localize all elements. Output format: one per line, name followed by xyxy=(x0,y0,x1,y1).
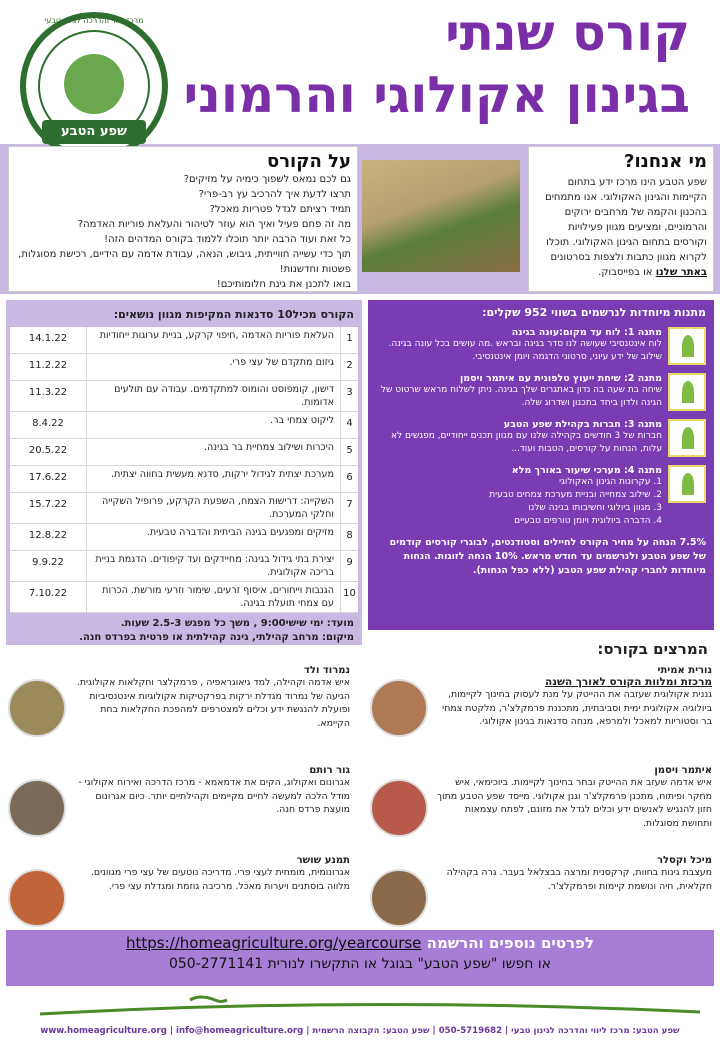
avatar xyxy=(8,779,66,837)
schedule-row xyxy=(10,524,358,551)
avatar xyxy=(370,779,428,837)
schedule-row xyxy=(10,439,358,466)
sprout-icon xyxy=(668,373,706,411)
sprout-icon xyxy=(668,465,706,503)
schedule-row xyxy=(10,381,358,412)
cta-box: לפרטים נוספים והרשמה https://homeagriculture.org/yearcourse או חפשו "שפע הטבע" בגוגל או התקשרו לנורית 050-2771141 xyxy=(6,930,714,986)
avatar xyxy=(370,679,428,737)
gifts-title: מתנות מיוחדות לנרשמים בשווי 952 שקלים: xyxy=(482,306,706,319)
row-topic: מזיקים ומפגעים בגינה הביתית והדברה טבעית. xyxy=(86,524,340,550)
instructor-desc: איש אדמה וקהילה, למד גיאוגראפיה , פרמקלצר וחקלאות אקולוגית. הגיעה של נמרוד מגדלת ירקות בפרקטיקות אקולוגיות אינטנסיביות ופועלת להנגשת ידע וכלים למצטרפים למהפכת החקלאות בחת הקיימא. xyxy=(76,677,350,729)
row-date: 14.1.22 xyxy=(28,333,68,344)
instructor-card xyxy=(370,765,712,837)
logo-name: שפע הטבע xyxy=(42,120,146,144)
row-date: 15.7.22 xyxy=(28,499,68,510)
gardener-icon xyxy=(64,54,124,114)
instructor-name: איתמר ויסמן xyxy=(654,765,712,776)
gift-item: מתנה 2: שיחת ייעוץ טלפונית עם איתמר ויסמן שיחה בת שעה בה נדון באתגרים שלך בגינה. ניתן לשלוח מראש שרטוט של הגינה ולדון ביחד בתכנון ושדרוג שלה. xyxy=(376,373,706,411)
row-number: 8 xyxy=(340,524,358,550)
about-course-title: על הקורס xyxy=(266,151,351,172)
logo xyxy=(20,12,168,160)
row-date: 7.10.22 xyxy=(28,588,68,599)
row-number: 4 xyxy=(340,412,358,438)
instructor-card xyxy=(370,665,712,737)
gifts-panel xyxy=(368,300,714,630)
schedule-row xyxy=(10,551,358,582)
instructors-title: המרצים בקורס: xyxy=(597,640,708,658)
schedule-row xyxy=(10,493,358,524)
schedule-row xyxy=(10,466,358,493)
instructor-card xyxy=(8,765,350,837)
about-us-title: מי אנחנו? xyxy=(624,151,707,172)
instructor-desc: גננית אקולוגית שעזבה את ההייטק על מנת לעסוק בחינוך לקיימות, ביולוגיה אקולוגית ימית וסביבתית, מתכננת פרמקלצ'ר, מלקטת צמחי בר וסטוריות למאכל ולמרפא, מנחה סדנאות בגינון אקולוגי. xyxy=(442,689,712,727)
sprout-icon xyxy=(668,419,706,457)
about-course-text: גם לכם נמאס לשפוך כימיה על מזיקים? תרצו לדעת איך להרכיב עץ רב-פרי? תמיד רציתם לגדל פטריות מאכל? מה זה פחם פעיל ואיך הוא עוזר לטיהור והעלאת פוריות האדמה? כל זאת ועוד הרבה יותר תוכלו ללמוד בקורס המדהים הזה! תוך כדי עשייה חווייתית, גיבוש, הנאה, עבודת אדמה עם הידיים, רכישת מסוגלות, פשטות וחדשנות! בואו לתכנן את גינת חלומותיכם! xyxy=(18,174,351,290)
row-number: 7 xyxy=(340,493,358,523)
row-number: 6 xyxy=(340,466,358,492)
instructor-desc: אגרונומית, מומחית לעצי פרי. מדריכה נוטעים של עצי פרי מגוונים. מלווה בוסתנים ויערות מאכל. מרכיבה גוזמת ומגדלת עצי פרי. xyxy=(90,867,350,892)
instructor-desc: אגרונום ואקולוג, הקים את אדמאמא - מרכז הדרכה ואירוח אקולוגי - מודל הלכה למעשה לחיים מקיימים וקהילתיים יותר. כיום אגרונום מועצת פרדס חנה. xyxy=(78,777,350,815)
instructor-name: גור רותם xyxy=(309,765,350,776)
row-number: 5 xyxy=(340,439,358,465)
row-date: 11.3.22 xyxy=(28,387,68,398)
row-number: 10 xyxy=(340,582,358,612)
instructor-card xyxy=(8,855,350,927)
schedule-panel xyxy=(6,300,362,645)
row-number: 2 xyxy=(340,354,358,380)
row-date: 11.2.22 xyxy=(28,360,68,371)
row-topic: השקייה: דרישות הצמח, השפעת הקרקע, פרופיל השקייה וחלקי המערכת. xyxy=(86,493,340,523)
row-topic: הגנבות וייחורים, איסוף זרעים, שימור וזרעי מורשת. הכרות עם צמחי תועלת בגינה. xyxy=(86,582,340,612)
footer-text: שפע הטבע: מרכז ליווי והדרכה לגינון טבעי | 050-5719682 | שפע הטבע: הקבוצה הרשמית | www.homeagriculture.org | info@homeagriculture.org xyxy=(40,1026,680,1036)
schedule-title: הקורס מכיל10 סדנאות המקיפות מגוון נושאים: xyxy=(113,308,354,321)
instructor-desc: איש אדמה שעזב את ההייטק ובחר בחינוך לקיימות. ביוכימאי, איש מחקר ופיתוח, מתכנן פרמקלצ'ר וגנן אקולוגי. מייסד שפע הטבע מתוך חזון להנגיש לאנשים ידע וכלים לגדל את מזונם, לפתח עצמאות ותחושת מסוגלות. xyxy=(436,777,712,829)
row-date: 9.9.22 xyxy=(32,557,64,568)
instructor-desc: מעצבת גינות בחוות, קרקסנית ומרצה בבצלאל בעבר. גרה בקהילה חקלאית, חיה ונושמת קיימות ופרמקלצ'ר. xyxy=(446,867,712,892)
row-topic: יצירת בתי גידול בגינה: מחיידקים ועד קיפודים. הדגמת בניית בריכה אקולוגית. xyxy=(86,551,340,581)
schedule-row xyxy=(10,412,358,439)
instructor-card xyxy=(8,665,350,737)
gift-head: מתנה 2: שיחת ייעוץ טלפונית עם איתמר ויסמן xyxy=(460,373,662,384)
row-topic: גיזום מתקדם של עצי פרי. xyxy=(86,354,340,380)
row-topic: העלאת פוריות האדמה ,חיפוי קרקע, בניית ערוגות ייחודיות xyxy=(86,327,340,353)
gift-item: מתנה 4: מערכי שיעור באורך מלא 1. עקרונות הגינון האקולוגי 2. שילוב צמחייה ובניית מערכת צמחים טבעית 3. מגוון ביולוגי וחשיבותו בגינה שלנו 4. הדברה ביולוגית ויומן טורפים טבעיים xyxy=(376,465,706,528)
registration-link[interactable]: https://homeagriculture.org/yearcourse xyxy=(126,934,422,952)
schedule-row xyxy=(10,327,358,354)
discount-text: 7.5% הנחה על מחיר הקורס לחיילים וסטודנטים, לבוגרי קורסים קודמים של שפע הטבע ולנרשמים עד חודש מראש. 10% הנחה לזוגות. הנחות מיוחדות לחברי קהילת שפע הטבע (ללא כפל הנחות). xyxy=(389,537,706,576)
title-line-2: בגינון אקולוגי והרמוני xyxy=(183,66,690,124)
schedule-time: מועד: ימי שישי9:00 , משך כל מפגש 2.5-3 שעות. xyxy=(120,618,354,629)
schedule-row xyxy=(10,354,358,381)
about-course-box xyxy=(8,146,358,292)
gift-item: מתנה 3: חברות בקהילת שפע הטבע חברות של 3 חודשים בקהילה שלנו עם מגוון תכנים ייחודיים, מפגשים לא עלות, הנחות על קורסים, הטבות ועוד... xyxy=(376,419,706,457)
lizard-icon xyxy=(190,997,227,1002)
row-date: 20.5.22 xyxy=(28,445,68,456)
row-topic: היכרות ושילוב צמחיית בר בגינה. xyxy=(86,439,340,465)
row-topic: ליקוט צמחי בר. xyxy=(86,412,340,438)
instructor-name: נמרוד ולד xyxy=(304,665,350,676)
lizard-divider xyxy=(0,990,720,1020)
row-date: 17.6.22 xyxy=(28,472,68,483)
gift-item: מתנה 1: לוח עד מקום:עונה בגינה לוח אינטנסיבי שעושה לנו סדר בגינה ובראש .מה עושים בכל עונה בגינה. שילוב של ידע עיוני, סרטוני הדגמה ויומן אינטנסיבי. xyxy=(376,327,706,365)
title-line-1: קורס שנתי xyxy=(445,4,690,62)
about-us-box: מי אנחנו? שפע הטבע הינו מרכז ידע בתחום הקיימות והגינון האקולוגי. אנו מתמחים בהכנון והקמה של מרחבים ירוקים והרמוניים, ומציעים מגוון פעילויות וקורסים בתחום הגינון האקולוגי. תוכלו לקרוא מגוון כתבות ולצפות בסרטונים באתר שלנו או בפייסבוק. xyxy=(528,146,714,292)
row-topic: דישון, קומפוסט והומוס למתקדמים. עבודה עם תולעים אדומות. xyxy=(86,381,340,411)
schedule-table xyxy=(10,327,358,613)
site-link[interactable]: באתר שלנו xyxy=(655,267,707,278)
garden-photo xyxy=(362,160,520,272)
instructor-role: מרכזת ומלוות הקורס לאורך השנה xyxy=(545,676,712,688)
instructor-name: תמנע שושר xyxy=(296,855,350,866)
instructor-name: נורית אמיתי xyxy=(657,665,712,676)
avatar xyxy=(8,679,66,737)
gift-head: מתנה 4: מערכי שיעור באורך מלא xyxy=(511,465,662,476)
gift-head: מתנה 1: לוח עד מקום:עונה בגינה xyxy=(511,327,662,338)
avatar xyxy=(370,869,428,927)
instructor-name: מיכל וקסלר xyxy=(656,855,712,866)
instructor-card xyxy=(370,855,712,927)
row-number: 1 xyxy=(340,327,358,353)
cta-line-2: או חפשו "שפע הטבע" בגוגל או התקשרו לנורית 050-2771141 xyxy=(168,956,551,972)
row-number: 9 xyxy=(340,551,358,581)
gift-head: מתנה 3: חברות בקהילת שפע הטבע xyxy=(503,419,662,430)
row-topic: מערכת יצתית לגידול ירקות, סדנא מעשית בחווה יצתית. xyxy=(86,466,340,492)
row-date: 12.8.22 xyxy=(28,530,68,541)
schedule-row xyxy=(10,582,358,613)
schedule-place: מיקום: מרחב קהילתי, גינה קהילתית או פרטית בפרדס חנה. xyxy=(79,632,354,643)
avatar xyxy=(8,869,66,927)
sprout-icon xyxy=(668,327,706,365)
row-date: 8.4.22 xyxy=(32,418,64,429)
row-number: 3 xyxy=(340,381,358,411)
logo-arc-text: מרכז ליווי והדרכה לגינון טבעי xyxy=(44,16,144,25)
